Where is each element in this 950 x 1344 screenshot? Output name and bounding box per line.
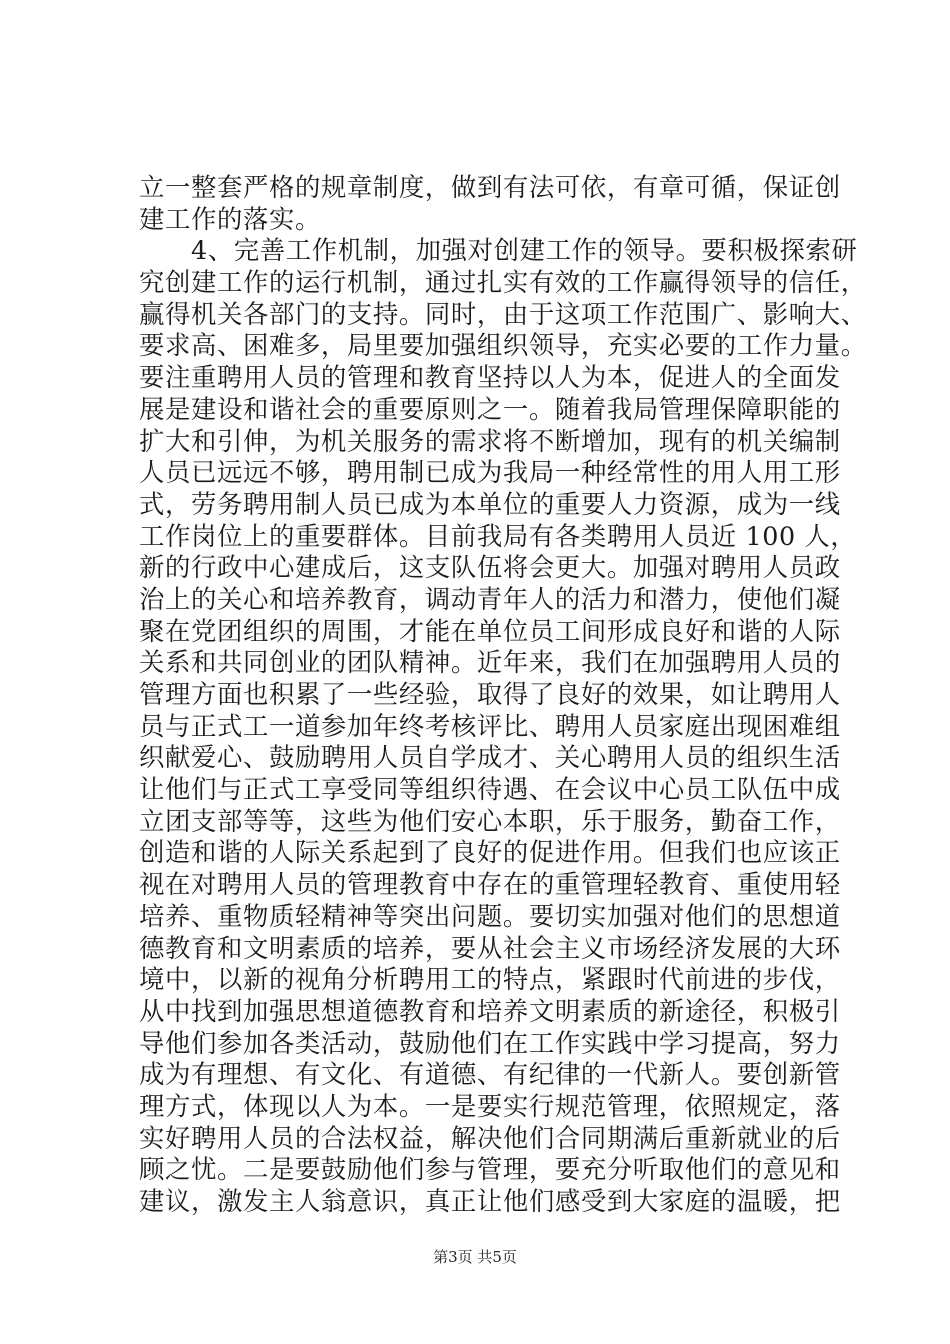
text-line: 展是建设和谐社会的重要原则之一。随着我局管理保障职能的 — [139, 393, 841, 424]
text-line: 实好聘用人员的合法权益，解决他们合同期满后重新就业的后 — [139, 1122, 841, 1153]
text-line: 顾之忧。二是要鼓励他们参与管理，要充分听取他们的意见和 — [139, 1154, 841, 1185]
text-line: 聚在党团组织的周围，才能在单位员工间形成良好和谐的人际 — [139, 615, 841, 646]
text-line: 管理方面也积累了一些经验，取得了良好的效果，如让聘用人 — [139, 679, 841, 709]
text-line: 织献爱心、鼓励聘用人员自学成才、关心聘用人员的组织生活 — [139, 742, 841, 773]
text-line: 新的行政中心建成后，这支队伍将会更大。加强对聘用人员政 — [139, 552, 841, 583]
text-line: 导他们参加各类活动，鼓励他们在工作实践中学习提高，努力 — [139, 1027, 841, 1058]
page-footer: 第3页 共5页 — [433, 1248, 517, 1266]
text-line: 建议，激发主人翁意识，真正让他们感受到大家庭的温暖，把 — [139, 1186, 841, 1216]
text-line: 式，劳务聘用制人员已成为本单位的重要人力资源，成为一线 — [139, 488, 841, 519]
text-line: 培养、重物质轻精神等突出问题。要切实加强对他们的思想道 — [139, 900, 841, 931]
text-line: 赢得机关各部门的支持。同时，由于这项工作范围广、影响大、 — [139, 298, 867, 329]
text-line: 视在对聘用人员的管理教育中存在的重管理轻教育、重使用轻 — [139, 869, 841, 900]
text-line: 人员已远远不够，聘用制已成为我局一种经常性的用人用工形 — [139, 457, 841, 488]
text-line: 德教育和文明素质的培养，要从社会主义市场经济发展的大环 — [139, 932, 841, 963]
text-line: 立团支部等等，这些为他们安心本职，乐于服务，勤奋工作， — [139, 805, 841, 836]
text-line: 成为有理想、有文化、有道德、有纪律的一代新人。要创新管 — [139, 1059, 841, 1090]
text-line: 理方式，体现以人为本。一是要实行规范管理，依照规定，落 — [139, 1090, 841, 1121]
text-line: 工作岗位上的重要群体。目前我局有各类聘用人员近 100 人， — [139, 520, 857, 551]
text-line: 建工作的落实。 — [139, 203, 321, 234]
text-line: 从中找到加强思想道德教育和培养文明素质的新途径，积极引 — [139, 995, 841, 1026]
text-line: 要注重聘用人员的管理和教育坚持以人为本，促进人的全面发 — [139, 362, 841, 393]
text-line: 让他们与正式工享受同等组织待遇、在会议中心员工队伍中成 — [139, 774, 841, 805]
text-line: 究创建工作的运行机制，通过扎实有效的工作赢得领导的信任， — [139, 267, 867, 298]
text-line: 要求高、困难多，局里要加强组织领导，充实必要的工作力量。 — [139, 330, 867, 361]
text-line: 创造和谐的人际关系起到了良好的促进作用。但我们也应该正 — [139, 837, 841, 868]
text-line: 扩大和引伸，为机关服务的需求将不断增加，现有的机关编制 — [139, 425, 841, 456]
text-line: 立一整套严格的规章制度，做到有法可依，有章可循，保证创 — [139, 172, 841, 202]
text-line: 4、完善工作机制，加强对创建工作的领导。要积极探索研 — [139, 235, 858, 266]
text-line: 治上的关心和培养教育，调动青年人的活力和潜力，使他们凝 — [139, 583, 841, 614]
text-line: 关系和共同创业的团队精神。近年来，我们在加强聘用人员的 — [139, 647, 841, 678]
text-line: 员与正式工一道参加年终考核评比、聘用人员家庭出现困难组 — [139, 710, 841, 741]
text-line: 境中，以新的视角分析聘用工的特点，紧跟时代前进的步伐， — [139, 964, 841, 995]
body-text — [139, 172, 867, 1218]
